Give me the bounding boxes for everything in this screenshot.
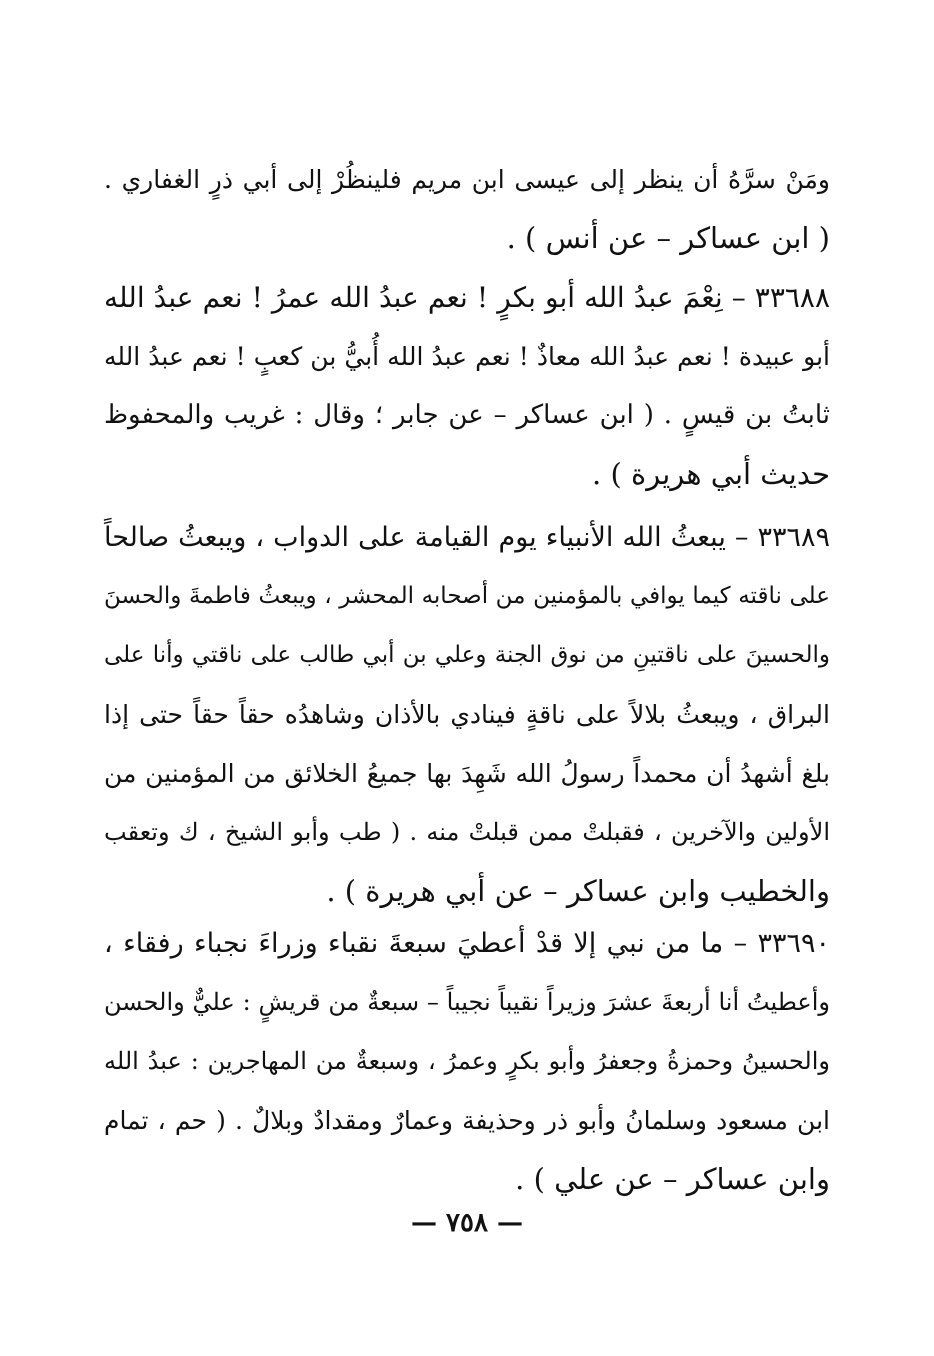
paragraph-line: الأولين والآخرين ، فقبلتْ ممن قبلتْ منه . ( طب وأبو الشيخ ، ك وتعقب — [104, 818, 830, 846]
paragraph-hadith-33688 — [104, 268, 830, 504]
paragraph-line: البراق ، ويبعثُ بلالاً على ناقةٍ فينادي بالأذان وشاهدُه حقاً حقاً حتى إذا — [104, 700, 830, 729]
paragraph-line: والخطيب وابن عساكر – عن أبي هريرة ) . — [326, 874, 830, 908]
paragraph-line: وابن عساكر – عن علي ) . — [515, 1162, 830, 1196]
paragraph-line: ثابتُ بن قيسٍ . ( ابن عساكر – عن جابر ؛ وقال : غريب والمحفوظ — [104, 400, 830, 430]
paragraph-line: بلغ أشهدُ أن محمداً رسولُ الله شَهِدَ بها جميعُ الخلائق من المؤمنين من — [104, 759, 830, 788]
paragraph-1 — [104, 150, 830, 268]
paragraph-line: ومَنْ سرَّهُ أن ينظر إلى عيسى ابن مريم فلينظُرْ إلى أبي ذرٍ الغفاري . — [104, 165, 831, 194]
paragraph-line: والحسينَ على ناقتينِ من نوق الجنة وعلي بن أبي طالب على ناقتي وأنا على — [104, 642, 830, 668]
paragraph-line: ٣٣٦٨٩ – يبعثُ الله الأنبياء يوم القيامة على الدواب ، ويبعثُ صالحاً — [104, 522, 830, 553]
paragraph-line: وأعطيتُ أنا أربعةَ عشرَ وزيراً نقيباً نجيباً – سبعةٌ من قريشٍ : عليٌّ والحسن — [104, 988, 830, 1016]
paragraph-line: على ناقته كيما يوافي بالمؤمنين من أصحابه المحشر ، ويبعثُ فاطمةَ والحسنَ — [104, 583, 830, 609]
paragraph-line: ( ابن عساكر – عن أنس ) . — [506, 221, 830, 255]
paragraph-line: والحسينُ وحمزةُ وجعفرُ وأبو بكرٍ وعمرُ ، وسبعةٌ من المهاجرين : عبدُ الله — [104, 1047, 830, 1075]
paragraph-line: ٣٣٦٨٨ – نِعْمَ عبدُ الله أبو بكرٍ ! نعم عبدُ الله عمرُ ! نعم عبدُ الله — [104, 281, 830, 314]
paragraph-line: ٣٣٦٩٠ – ما من نبي إلا قدْ أعطيَ سبعةَ نقباء وزراءَ نجباء رفقاء ، — [104, 928, 830, 959]
paragraph-hadith-33690 — [104, 914, 830, 1209]
paragraph-line: حديث أبي هريرة ) . — [592, 457, 830, 491]
paragraph-line: أبو عبيدة ! نعم عبدُ الله معاذٌ ! نعم عبدُ الله أُبيُّ بن كعبٍ ! نعم عبدُ الله — [104, 342, 830, 371]
paragraph-line: ابن مسعود وسلمانُ وأبو ذر وحذيفة وعمارٌ ومقدادٌ وبلالٌ . ( حم ، تمام — [104, 1106, 830, 1135]
page-number: — ٧٥٨ — — [410, 1208, 524, 1238]
paragraph-hadith-33689 — [104, 508, 830, 921]
